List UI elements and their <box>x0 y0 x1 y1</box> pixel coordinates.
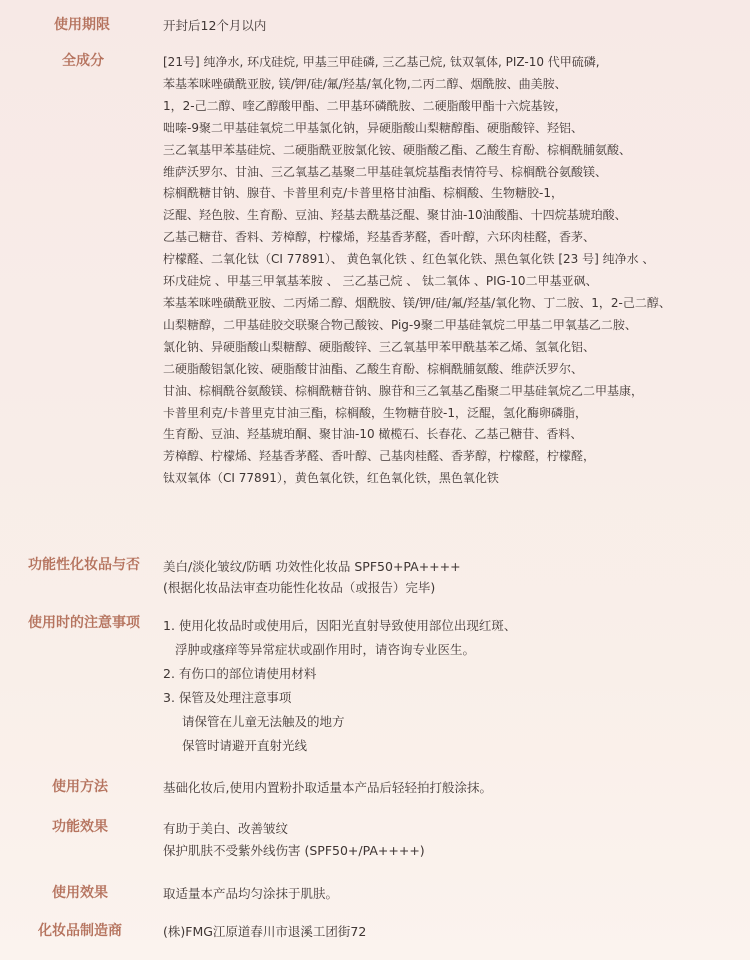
precaution-subitem: 请保管在儿童无法触及的地方 <box>182 714 345 729</box>
usage-label: 使用方法 <box>52 779 108 795</box>
ingredients-line: 芳樟醇、柠檬烯、羟基香茅醛、香叶醇、己基肉桂醛、香茅醇，柠檬醛，柠檬醛， <box>163 449 596 464</box>
manufacturer-label: 化妆品制造商 <box>38 923 122 939</box>
ingredients-label: 全成分 <box>62 53 104 69</box>
effects-value <box>163 818 723 862</box>
functional-line: 美白/淡化皱纹/防晒 功效性化妆品 SPF50+PA++++ <box>163 559 461 574</box>
ingredients-line: 维萨沃罗尔、甘油、三乙氧基乙基聚二甲基硅氧烷基酯表情符号、棕榈酰谷氨酸镁、 <box>163 164 608 179</box>
usage-value: 基础化妆后,使用内置粉扑取适量本产品后轻轻拍打般涂抹。 <box>163 780 492 795</box>
ingredients-line: 环戊硅烷 、甲基三甲氧基苯胺 、 三乙基己烷 、 钛二氧体 、PIG-10二甲基亚砜、 <box>163 274 598 289</box>
functional-note: (根据化妆品法审查功能性化妆品（或报告）完毕) <box>163 580 436 595</box>
ingredients-line: 钛双氧体（CI 77891），黄色氧化铁，红色氧化铁，黑色氧化铁 <box>163 471 499 486</box>
result-value: 取适量本产品均匀涂抹于肌肤。 <box>163 886 339 901</box>
ingredients-line: [21号] 纯净水, 环戊硅烷, 甲基三甲硅磷, 三乙基己烷, 钛双氧体, PIZ-10 代甲硫磷, <box>163 55 600 69</box>
ingredients-line: 苯基苯咪唑磺酰亚胺, 镁/钾/硅/氟/羟基/氧化物,二丙二醇、烟酰胺、曲美胺、 <box>163 76 567 91</box>
expiry-value: 开封后12个月以内 <box>163 18 267 33</box>
ingredients-line: 山梨糖醇，二甲基硅胶交联聚合物己酸铵、Pig-9聚二甲基硅氧烷二甲基二甲氧基乙二胺、 <box>163 317 637 332</box>
precautions-label: 使用时的注意事项 <box>28 615 140 631</box>
ingredients-line: 氯化钠、异硬脂酸山梨糖醇、硬脂酸锌、三乙氧基甲苯甲酰基苯乙烯、氢氧化铝、 <box>163 339 596 354</box>
effects-line: 有助于美白、改善皱纹 <box>163 821 289 836</box>
ingredients-line: 生育酚、豆油、羟基琥珀酮、聚甘油-10 橄榄石、长春花、乙基己糖苷、香料、 <box>163 427 583 442</box>
ingredients-line: 泛醌、羟色胺、生育酚、豆油、羟基去酰基泛醌、聚甘油-10油酸酯、十四烷基琥珀酸、 <box>163 208 627 223</box>
precautions-value <box>163 614 723 758</box>
precaution-item: 3. 保管及处理注意事项 <box>163 690 292 705</box>
precaution-item: 1. 使用化妆品时或使用后，因阳光直射导致使用部位出现红斑、 <box>163 618 517 633</box>
ingredients-line: 咄嗪-9聚二甲基硅氧烷二甲基氯化钠，异硬脂酸山梨糖醇酯、硬脂酸锌、羟铝、 <box>163 120 583 135</box>
ingredients-line: 乙基己糖苷、香料、芳樟醇，柠檬烯，羟基香茅醛，香叶醇，六环肉桂醛，香茅、 <box>163 230 596 245</box>
ingredients-line: 柠檬醛、二氧化钛（CI 77891）、 黄色氧化铁 、红色氧化铁、黑色氧化铁 [23 号] 纯净水 、 <box>163 252 655 267</box>
result-label: 使用效果 <box>52 885 108 901</box>
expiry-label: 使用期限 <box>54 17 110 33</box>
ingredients-line: 三乙氧基甲苯基硅烷、二硬脂酰亚胺氯化铵、硬脂酸乙酯、乙酸生育酚、棕榈酰脯氨酸、 <box>163 142 632 157</box>
ingredients-line: 卡普里利克/卡普里克甘油三酯，棕榈酸，生物糖苷胶-1，泛醌，氢化酶卵磷脂， <box>163 405 588 420</box>
ingredients-line: 甘油、棕榈酰谷氨酸镁、棕榈酰糖苷钠、腺苷和三乙氧基乙酯聚二甲基硅氧烷乙二甲基康， <box>163 383 644 398</box>
functional-value <box>163 556 723 598</box>
ingredients-line: 二硬脂酸铝氯化铵、硬脂酸甘油酯、乙酸生育酚、棕榈酰脯氨酸、维萨沃罗尔、 <box>163 361 584 376</box>
effects-line: 保护肌肤不受紫外线伤害 (SPF50+/PA++++) <box>163 843 425 858</box>
precaution-item-cont: 浮肿或瘙痒等异常症状或副作用时，请咨询专业医生。 <box>175 642 476 657</box>
precaution-item: 2. 有伤口的部位请使用材料 <box>163 666 317 681</box>
precaution-subitem: 保管时请避开直射光线 <box>182 738 308 753</box>
functional-label: 功能性化妆品与否 <box>28 557 140 573</box>
ingredients-line: 苯基苯咪唑磺酰亚胺、二丙烯二醇、烟酰胺、镁/钾/硅/氟/羟基/氧化物、丁二胺、1，2-己二醇、 <box>163 295 671 310</box>
manufacturer-value: (株)FMG江原道春川市退溪工团街72 <box>163 924 367 939</box>
ingredients-line: 1，2-己二醇、喹乙醇酸甲酯、二甲基环磷酰胺、二硬脂酸甲酯十六烷基铵， <box>163 98 567 113</box>
ingredients-value <box>163 52 723 490</box>
effects-label: 功能效果 <box>52 819 108 835</box>
ingredients-line: 棕榈酰糖甘钠、腺苷、卡普里利克/卡普里格甘油酯、棕榈酸、生物糖胶-1， <box>163 186 564 201</box>
